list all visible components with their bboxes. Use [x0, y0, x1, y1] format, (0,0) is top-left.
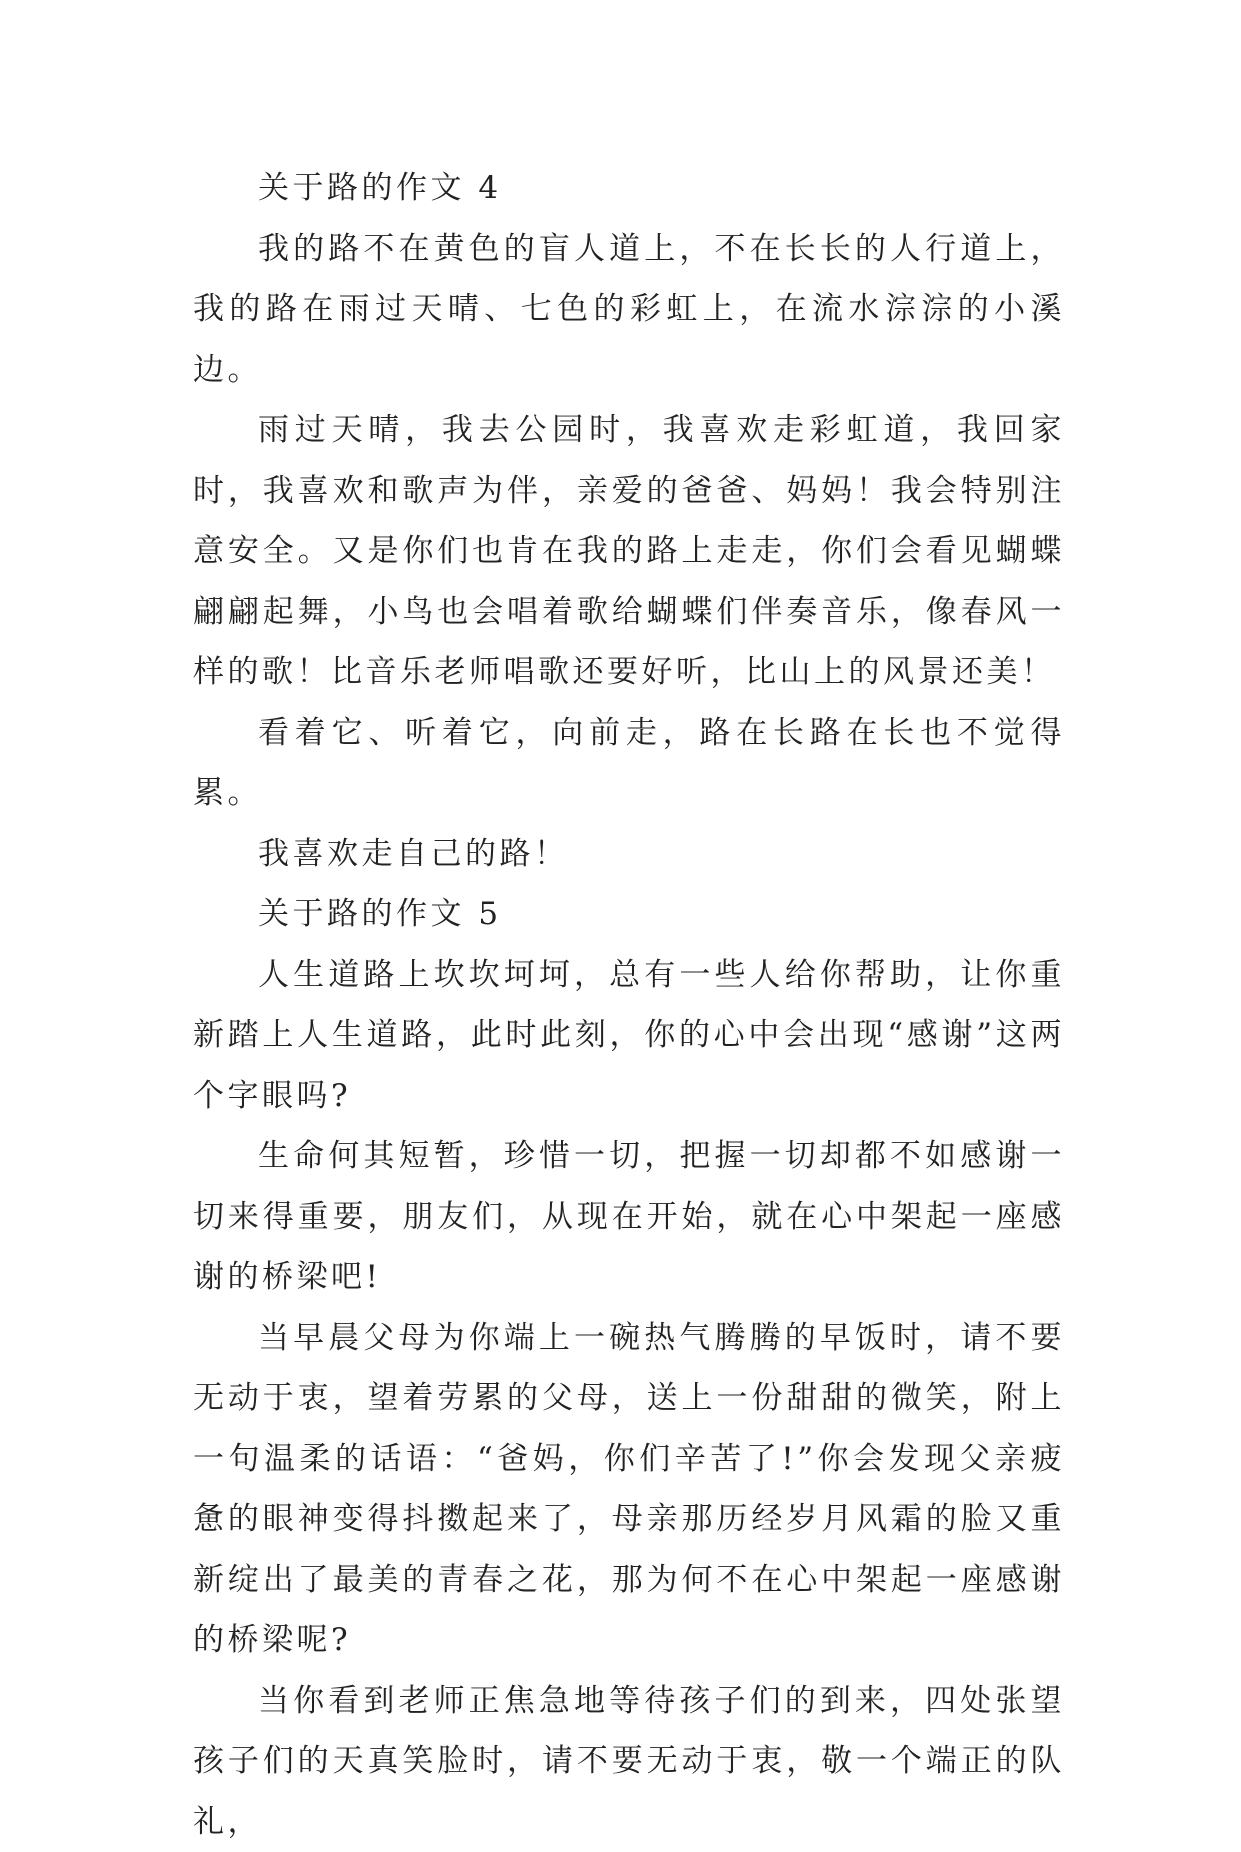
section-heading: 关于路的作文 4 [193, 158, 1065, 219]
paragraph: 人生道路上坎坎坷坷，总有一些人给你帮助，让你重新踏上人生道路，此时此刻，你的心中会出现“感谢”这两个字眼吗? [193, 945, 1065, 1127]
paragraph: 我的路不在黄色的盲人道上，不在长长的人行道上，我的路在雨过天晴、七色的彩虹上，在流水淙淙的小溪边。 [193, 219, 1065, 401]
paragraph: 生命何其短暂，珍惜一切，把握一切却都不如感谢一切来得重要，朋友们，从现在开始，就在心中架起一座感谢的桥梁吧! [193, 1126, 1065, 1308]
paragraph: 雨过天晴，我去公园时，我喜欢走彩虹道，我回家时，我喜欢和歌声为伴，亲爱的爸爸、妈妈！我会特别注意安全。又是你们也肯在我的路上走走，你们会看见蝴蝶翩翩起舞，小鸟也会唱着歌给蝴蝶们伴奏音乐，像春风一样的歌！比音乐老师唱歌还要好听，比山上的风景还美！ [193, 400, 1065, 703]
paragraph: 当你看到老师正焦急地等待孩子们的到来，四处张望孩子们的天真笑脸时，请不要无动于衷，敬一个端正的队礼， [193, 1671, 1065, 1852]
paragraph: 我喜欢走自己的路！ [193, 824, 1065, 885]
paragraph: 当早晨父母为你端上一碗热气腾腾的早饭时，请不要无动于衷，望着劳累的父母，送上一份甜甜的微笑，附上一句温柔的话语：“爸妈，你们辛苦了!”你会发现父亲疲惫的眼神变得抖擞起来了，母亲那历经岁月风霜的脸又重新绽出了最美的青春之花，那为何不在心中架起一座感谢的桥梁呢? [193, 1308, 1065, 1671]
paragraph: 看着它、听着它，向前走，路在长路在长也不觉得累。 [193, 703, 1065, 824]
document-body [193, 158, 1065, 1852]
section-heading: 关于路的作文 5 [193, 884, 1065, 945]
